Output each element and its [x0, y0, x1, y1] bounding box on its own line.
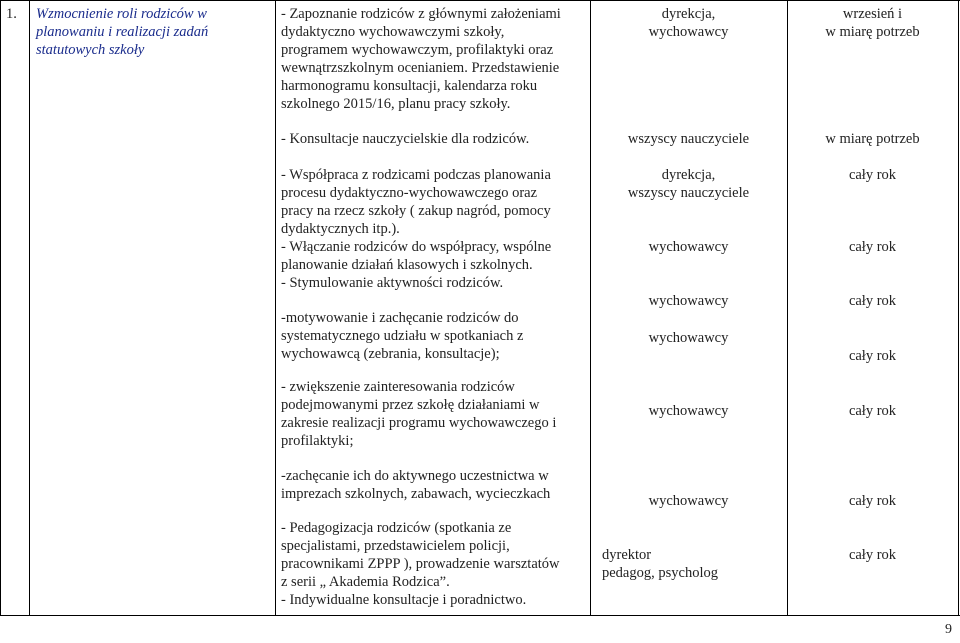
table-border-right: [958, 0, 959, 616]
column-divider-1: [29, 0, 30, 616]
table-border-bottom: [0, 615, 960, 616]
task-description-line: - Stymulowanie aktywności rodziców.: [281, 275, 504, 291]
task-description-line: planowanie działań klasowych i szkolnych.: [281, 257, 533, 273]
responsible-person: wychowawcy: [648, 330, 729, 346]
responsible-person: wszyscy nauczyciele: [627, 185, 750, 201]
task-description-line: pracownikami ZPPP ), prowadzenie warsztatów: [281, 556, 560, 572]
table-border-top: [0, 0, 960, 1]
task-description-line: - Konsultacje nauczycielskie dla rodziców.: [281, 131, 530, 147]
deadline: wrzesień i: [842, 6, 903, 22]
responsible-person: wychowawcy: [648, 403, 729, 419]
task-description-line: wewnątrzszkolnym ocenianiem. Przedstawienie: [281, 60, 560, 76]
column-divider-2: [275, 0, 276, 616]
deadline: w miarę potrzeb: [825, 131, 920, 147]
task-description-line: - Współpraca z rodzicami podczas planowania: [281, 167, 551, 183]
task-description-line: specjalistami, przedstawicielem policji,: [281, 538, 510, 554]
topic-line: Wzmocnienie roli rodziców w: [36, 6, 207, 22]
page-number: 9: [945, 622, 952, 637]
task-description-line: szkolnego 2015/16, planu pracy szkoły.: [281, 96, 511, 112]
task-description-line: - Indywidualne konsultacje i poradnictwo.: [281, 592, 527, 608]
task-description-line: procesu dydaktyczno-wychowawczego oraz: [281, 185, 538, 201]
task-description-line: profilaktyki;: [281, 433, 354, 449]
row-number: 1.: [6, 6, 17, 22]
deadline: cały rok: [848, 239, 897, 255]
deadline: cały rok: [848, 547, 897, 563]
responsible-person: pedagog, psycholog: [602, 565, 718, 581]
topic-line: planowaniu i realizacji zadań: [36, 24, 209, 40]
deadline: cały rok: [848, 167, 897, 183]
responsible-person: wychowawcy: [648, 24, 729, 40]
task-description-line: - Włączanie rodziców do współpracy, wspólne: [281, 239, 552, 255]
responsible-person: wychowawcy: [648, 293, 729, 309]
responsible-person: wychowawcy: [648, 239, 729, 255]
task-description-line: systematycznego udziału w spotkaniach z: [281, 328, 524, 344]
task-description-line: imprezach szkolnych, zabawach, wycieczkach: [281, 486, 551, 502]
responsible-person: dyrekcja,: [661, 167, 716, 183]
task-description-line: dydaktyczno wychowawczymi szkoły,: [281, 24, 505, 40]
task-description-line: zakresie realizacji programu wychowawczego i: [281, 415, 557, 431]
deadline: cały rok: [848, 348, 897, 364]
responsible-person: dyrekcja,: [661, 6, 716, 22]
task-description-line: - Zapoznanie rodziców z głównymi założeniami: [281, 6, 561, 22]
task-description-line: - zwiększenie zainteresowania rodziców: [281, 379, 515, 395]
task-description-line: -motywowanie i zachęcanie rodziców do: [281, 310, 519, 326]
responsible-person: wszyscy nauczyciele: [627, 131, 750, 147]
task-description-line: harmonogramu konsultacji, kalendarza roku: [281, 78, 538, 94]
task-description-line: dydaktycznych itp.).: [281, 221, 400, 237]
deadline: w miarę potrzeb: [825, 24, 920, 40]
task-description-line: pracy na rzecz szkoły ( zakup nagród, pomocy: [281, 203, 551, 219]
task-description-line: podejmowanymi przez szkołę działaniami w: [281, 397, 540, 413]
task-description-line: - Pedagogizacja rodziców (spotkania ze: [281, 520, 512, 536]
task-description-line: programem wychowawczym, profilaktyki oraz: [281, 42, 554, 58]
topic-line: statutowych szkoły: [36, 42, 145, 58]
responsible-person: dyrektor: [602, 547, 652, 563]
task-description-line: z serii „ Akademia Rodzica”.: [281, 574, 450, 590]
responsible-person: wychowawcy: [648, 493, 729, 509]
task-description-line: -zachęcanie ich do aktywnego uczestnictwa w: [281, 468, 549, 484]
task-description-line: wychowawcą (zebrania, konsultacje);: [281, 346, 500, 362]
deadline: cały rok: [848, 293, 897, 309]
deadline: cały rok: [848, 493, 897, 509]
table-border-left: [0, 0, 1, 616]
deadline: cały rok: [848, 403, 897, 419]
